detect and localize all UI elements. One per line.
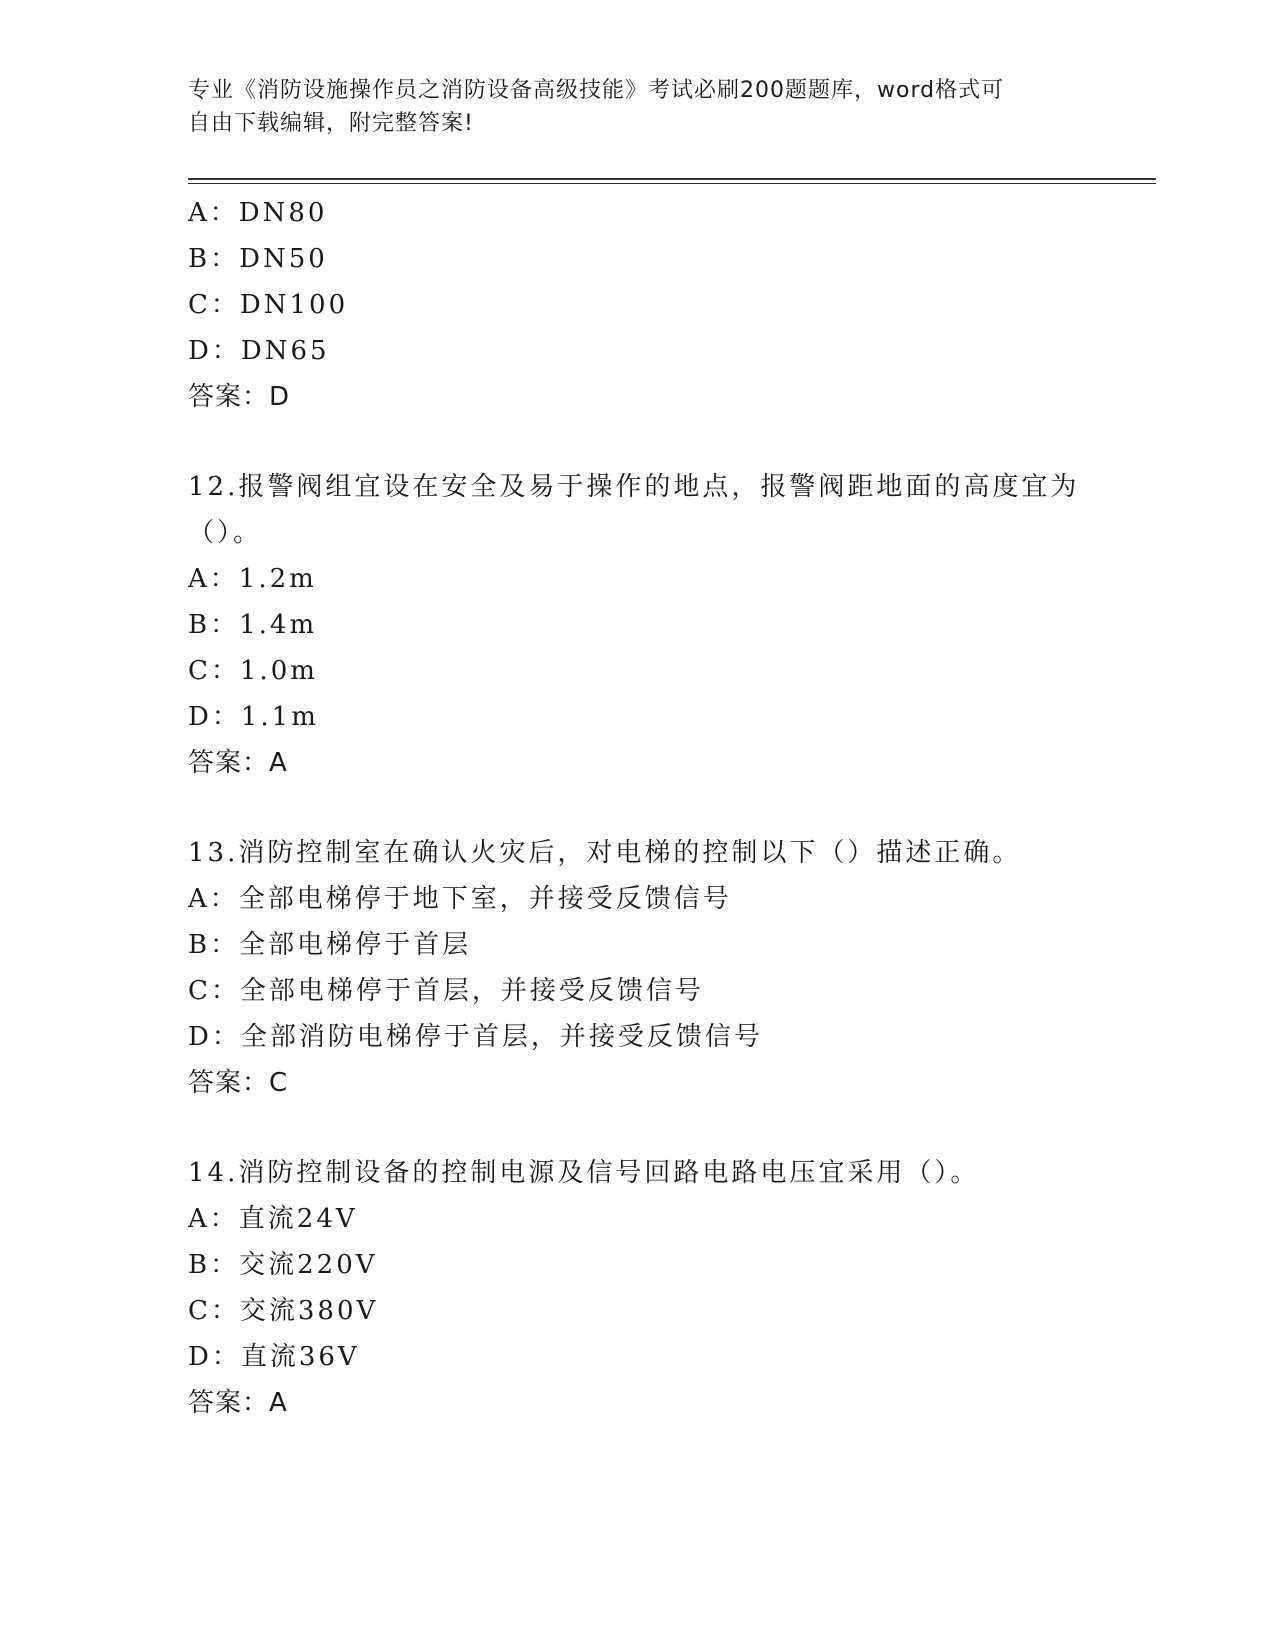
option-d: D：全部消防电梯停于首层，并接受反馈信号 bbox=[188, 1022, 763, 1052]
spacer bbox=[188, 420, 1088, 464]
question-12 bbox=[188, 464, 1088, 786]
question-stem-line-1: 12.报警阀组宜设在安全及易于操作的地点，报警阀距地面的高度宜为 bbox=[188, 472, 1080, 502]
option-c: C：DN100 bbox=[188, 290, 349, 320]
option-a: A：全部电梯停于地下室，并接受反馈信号 bbox=[188, 884, 732, 914]
answer-line: 答案：C bbox=[188, 1068, 289, 1098]
spacer bbox=[188, 1106, 1088, 1150]
question-11 bbox=[188, 190, 1088, 420]
answer-line: 答案：A bbox=[188, 748, 288, 778]
header-line-2: 自由下载编辑，附完整答案! bbox=[188, 111, 474, 136]
option-c: C：全部电梯停于首层，并接受反馈信号 bbox=[188, 976, 704, 1006]
question-stem: 13.消防控制室在确认火灾后，对电梯的控制以下（）描述正确。 bbox=[188, 838, 1022, 868]
document-header bbox=[188, 74, 1088, 140]
question-stem bbox=[188, 464, 1088, 556]
option-d: D：直流36V bbox=[188, 1342, 360, 1372]
header-line-1: 专业《消防设施操作员之消防设备高级技能》考试必刷200题题库，word格式可 bbox=[188, 78, 1005, 103]
option-a: A：DN80 bbox=[188, 198, 328, 228]
question-stem: 14.消防控制设备的控制电源及信号回路电路电压宜采用（）。 bbox=[188, 1158, 980, 1188]
option-a: A：1.2m bbox=[188, 564, 317, 594]
spacer bbox=[188, 786, 1088, 830]
answer-line: 答案：A bbox=[188, 1388, 288, 1418]
option-d: D：1.1m bbox=[188, 702, 319, 732]
header-divider-thin bbox=[188, 183, 1156, 184]
option-b: B：1.4m bbox=[188, 610, 318, 640]
question-list bbox=[188, 190, 1088, 1426]
question-13 bbox=[188, 830, 1088, 1106]
option-b: B：全部电梯停于首层 bbox=[188, 930, 472, 960]
option-c: C：1.0m bbox=[188, 656, 318, 686]
header-divider-thick bbox=[188, 178, 1156, 180]
option-b: B：DN50 bbox=[188, 244, 328, 274]
answer-line: 答案：D bbox=[188, 382, 291, 412]
option-c: C：交流380V bbox=[188, 1296, 379, 1326]
option-b: B：交流220V bbox=[188, 1250, 378, 1280]
question-14 bbox=[188, 1150, 1088, 1426]
option-a: A：直流24V bbox=[188, 1204, 358, 1234]
option-d: D：DN65 bbox=[188, 336, 330, 366]
question-stem-line-2: （）。 bbox=[188, 518, 263, 548]
